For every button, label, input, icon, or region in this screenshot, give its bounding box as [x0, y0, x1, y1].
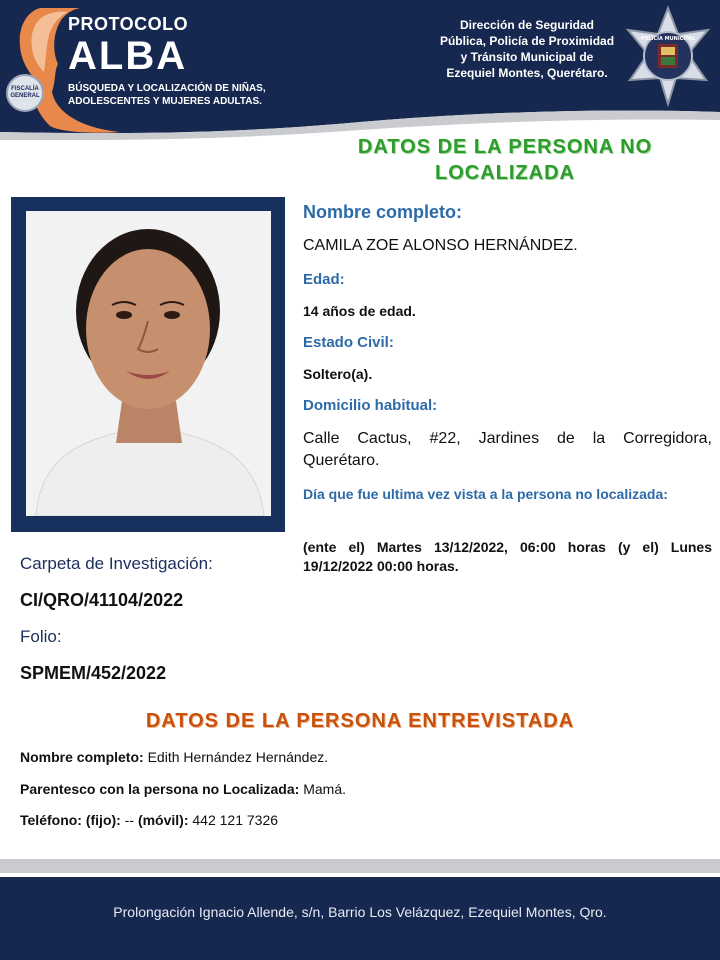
folio-value: SPMEM/452/2022	[20, 663, 167, 683]
last-seen-value: (ente el) Martes 13/12/2022, 06:00 horas (y el) Lunes 19/12/2022 00:00 horas.	[303, 539, 712, 574]
address-label: Domicilio habitual:	[303, 397, 438, 414]
phone-fixed-value: --	[124, 812, 135, 828]
age-label: Edad:	[303, 271, 345, 288]
missing-title-line-2: LOCALIZADA	[435, 162, 575, 184]
relationship-value: Mamá.	[303, 781, 346, 797]
interviewee-name-value: Edith Hernández Hernández.	[147, 749, 329, 765]
logo-subtitle: BÚSQUEDA Y LOCALIZACIÓN DE NIÑAS, ADOLESCENTES Y MUJERES ADULTAS.	[68, 83, 266, 107]
footer-divider	[0, 859, 720, 873]
phone-mobile-label: (móvil):	[137, 812, 189, 828]
full-name-label: Nombre completo:	[303, 202, 463, 222]
department-line-1: Dirección de Seguridad	[459, 18, 595, 32]
police-star-badge-icon	[620, 4, 716, 108]
logo-title-big: ALBA	[68, 34, 188, 78]
phone-row	[20, 812, 278, 828]
folio-label: Folio:	[20, 627, 62, 646]
header-banner	[0, 0, 720, 140]
fiscalia-seal-label: FISCALÍA GENERAL	[10, 86, 40, 99]
interviewee-name-label: Nombre completo:	[20, 749, 144, 765]
department-line-3: y Tránsito Municipal de	[460, 50, 594, 64]
missing-title-line-1: DATOS DE LA PERSONA NO	[357, 136, 653, 158]
address-value: Calle Cactus, #22, Jardines de la Corregidora, Querétaro.	[303, 430, 712, 469]
interviewee-section-title: DATOS DE LA PERSONA ENTREVISTADA	[145, 710, 575, 732]
phone-mobile-value: 442 121 7326	[192, 812, 279, 828]
footer-address: Prolongación Ignacio Allende, s/n, Barrio Los Velázquez, Ezequiel Montes, Qro.	[113, 904, 607, 920]
full-name-value: CAMILA ZOE ALONSO HERNÁNDEZ.	[303, 237, 578, 254]
portrait-illustration	[26, 211, 271, 516]
civil-status-label: Estado Civil:	[303, 334, 394, 351]
badge-text: POLICÍA MUNICIPAL	[640, 36, 696, 42]
department-line-4: Ezequiel Montes, Querétaro.	[446, 66, 608, 80]
relationship-label: Parentesco con la persona no Localizada:	[20, 781, 300, 797]
missing-person-photo	[26, 211, 271, 516]
missing-person-section-title	[330, 134, 680, 186]
phone-fixed-label: Teléfono: (fijo):	[20, 812, 121, 828]
fiscalia-seal	[6, 74, 44, 112]
logo-title-small: PROTOCOLO	[68, 14, 189, 34]
last-seen-label: Día que fue ultima vez vista a la persona no localizada:	[303, 486, 668, 502]
relationship-row	[20, 781, 346, 797]
department-name	[430, 17, 624, 81]
carpeta-value: CI/QRO/41104/2022	[20, 590, 184, 610]
carpeta-label: Carpeta de Investigación:	[20, 554, 213, 573]
interviewee-name-row	[20, 749, 328, 765]
civil-status-value: Soltero(a).	[303, 366, 373, 382]
department-line-2: Pública, Policía de Proximidad	[439, 34, 615, 48]
age-value: 14 años de edad.	[303, 303, 416, 319]
